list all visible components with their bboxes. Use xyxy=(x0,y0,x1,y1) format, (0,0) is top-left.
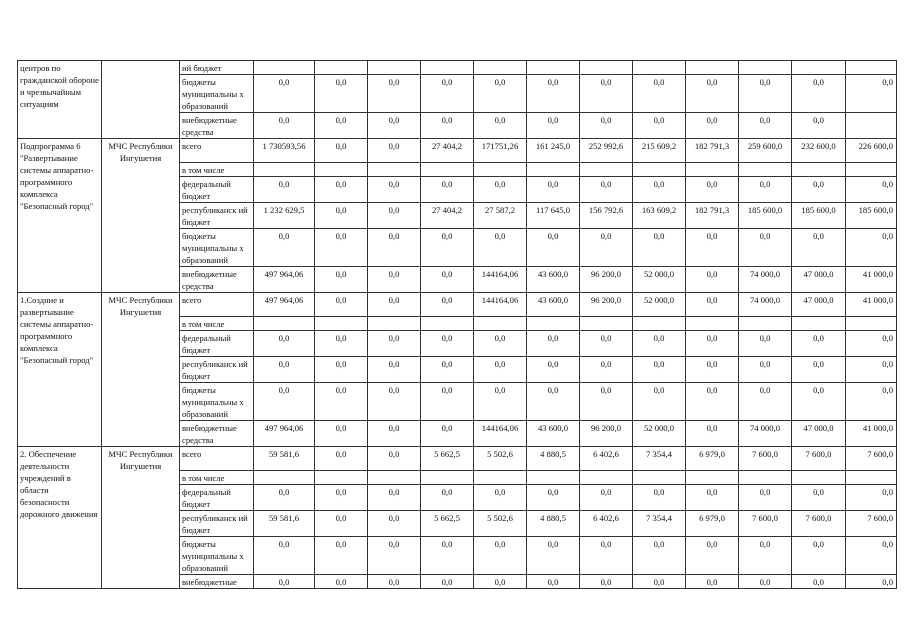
value-cell xyxy=(739,471,792,485)
value-cell: 0,0 xyxy=(792,177,846,203)
value-cell: 252 992,6 xyxy=(580,139,633,163)
value-cell: 4 880,5 xyxy=(527,511,580,537)
value-cell: 5 662,5 xyxy=(421,447,474,471)
executor-cell: МЧС Республики Ингушетия xyxy=(102,139,180,293)
value-cell: 0,0 xyxy=(739,113,792,139)
value-cell: 1 232 629,5 xyxy=(254,203,315,229)
value-cell xyxy=(739,317,792,331)
funding-source-cell: внебюджетные средства xyxy=(180,267,254,293)
value-cell xyxy=(686,163,739,177)
value-cell: 0,0 xyxy=(633,537,686,575)
value-cell: 7 600,0 xyxy=(739,511,792,537)
value-cell xyxy=(580,471,633,485)
funding-source-cell: в том числе xyxy=(180,163,254,177)
value-cell: 0,0 xyxy=(792,229,846,267)
value-cell: 0,0 xyxy=(527,229,580,267)
value-cell: 0,0 xyxy=(792,383,846,421)
value-cell: 497 964,06 xyxy=(254,267,315,293)
value-cell: 7 600,0 xyxy=(792,447,846,471)
value-cell xyxy=(580,317,633,331)
value-cell: 0,0 xyxy=(254,357,315,383)
value-cell xyxy=(686,317,739,331)
value-cell: 0,0 xyxy=(580,485,633,511)
value-cell: 47 000,0 xyxy=(792,293,846,317)
value-cell: 0,0 xyxy=(686,229,739,267)
funding-source-cell: всего xyxy=(180,447,254,471)
value-cell: 27 404,2 xyxy=(421,203,474,229)
value-cell: 43 600,0 xyxy=(527,293,580,317)
value-cell: 0,0 xyxy=(421,537,474,575)
value-cell xyxy=(368,163,421,177)
value-cell: 0,0 xyxy=(846,383,897,421)
value-cell: 0,0 xyxy=(254,575,315,589)
value-cell xyxy=(474,471,527,485)
value-cell xyxy=(633,61,686,75)
value-cell: 0,0 xyxy=(686,575,739,589)
value-cell: 0,0 xyxy=(739,177,792,203)
value-cell: 0,0 xyxy=(315,447,368,471)
value-cell: 0,0 xyxy=(315,75,368,113)
value-cell: 0,0 xyxy=(846,485,897,511)
value-cell: 0,0 xyxy=(633,575,686,589)
value-cell: 0,0 xyxy=(368,229,421,267)
value-cell: 0,0 xyxy=(580,331,633,357)
funding-source-cell: республиканск ий бюджет xyxy=(180,511,254,537)
value-cell xyxy=(368,471,421,485)
value-cell: 0,0 xyxy=(368,511,421,537)
value-cell: 232 600,0 xyxy=(792,139,846,163)
value-cell: 497 964,06 xyxy=(254,293,315,317)
value-cell: 185 600,0 xyxy=(792,203,846,229)
value-cell: 0,0 xyxy=(254,113,315,139)
value-cell: 0,0 xyxy=(315,485,368,511)
value-cell: 0,0 xyxy=(580,537,633,575)
value-cell: 0,0 xyxy=(474,229,527,267)
value-cell: 0,0 xyxy=(368,357,421,383)
value-cell: 7 600,0 xyxy=(846,511,897,537)
value-cell xyxy=(633,163,686,177)
value-cell: 156 792,6 xyxy=(580,203,633,229)
value-cell: 0,0 xyxy=(739,75,792,113)
value-cell: 0,0 xyxy=(368,331,421,357)
value-cell xyxy=(739,163,792,177)
value-cell: 0,0 xyxy=(739,537,792,575)
value-cell: 0,0 xyxy=(580,177,633,203)
value-cell: 0,0 xyxy=(739,485,792,511)
value-cell: 0,0 xyxy=(254,537,315,575)
value-cell: 5 502,6 xyxy=(474,511,527,537)
value-cell: 47 000,0 xyxy=(792,421,846,447)
value-cell: 0,0 xyxy=(315,383,368,421)
value-cell: 0,0 xyxy=(315,267,368,293)
value-cell: 171751,26 xyxy=(474,139,527,163)
value-cell: 259 600,0 xyxy=(739,139,792,163)
funding-source-cell: федеральный бюджет xyxy=(180,485,254,511)
value-cell: 0,0 xyxy=(368,139,421,163)
value-cell: 215 609,2 xyxy=(633,139,686,163)
value-cell: 0,0 xyxy=(315,537,368,575)
value-cell: 0,0 xyxy=(368,537,421,575)
value-cell: 0,0 xyxy=(315,575,368,589)
value-cell: 1 730593,56 xyxy=(254,139,315,163)
value-cell: 0,0 xyxy=(368,383,421,421)
value-cell: 0,0 xyxy=(421,177,474,203)
value-cell: 0,0 xyxy=(633,383,686,421)
budget-table xyxy=(17,60,897,589)
value-cell: 0,0 xyxy=(527,357,580,383)
funding-source-cell: федеральный бюджет xyxy=(180,331,254,357)
value-cell: 0,0 xyxy=(254,383,315,421)
value-cell: 0,0 xyxy=(739,229,792,267)
value-cell xyxy=(474,317,527,331)
value-cell: 59 581,6 xyxy=(254,447,315,471)
value-cell xyxy=(846,113,897,139)
value-cell: 0,0 xyxy=(421,113,474,139)
value-cell: 0,0 xyxy=(846,75,897,113)
value-cell: 0,0 xyxy=(846,537,897,575)
value-cell xyxy=(527,317,580,331)
value-cell xyxy=(633,471,686,485)
value-cell: 0,0 xyxy=(739,383,792,421)
value-cell: 0,0 xyxy=(846,331,897,357)
value-cell xyxy=(792,61,846,75)
value-cell xyxy=(315,471,368,485)
value-cell xyxy=(254,317,315,331)
document-page xyxy=(17,60,897,589)
value-cell: 144164,06 xyxy=(474,421,527,447)
value-cell: 59 581,6 xyxy=(254,511,315,537)
program-name-cell: 1.Создние и развертывание системы аппаратно-программного комплекса "Безопасный город" xyxy=(18,293,102,447)
value-cell: 6 402,6 xyxy=(580,511,633,537)
value-cell xyxy=(527,61,580,75)
value-cell: 0,0 xyxy=(846,575,897,589)
value-cell: 5 662,5 xyxy=(421,511,474,537)
value-cell: 6 402,6 xyxy=(580,447,633,471)
funding-source-cell: республиканск ий бюджет xyxy=(180,357,254,383)
value-cell: 0,0 xyxy=(421,485,474,511)
value-cell: 0,0 xyxy=(739,575,792,589)
value-cell: 0,0 xyxy=(474,177,527,203)
value-cell: 0,0 xyxy=(792,575,846,589)
value-cell: 0,0 xyxy=(792,75,846,113)
value-cell: 0,0 xyxy=(254,485,315,511)
value-cell xyxy=(846,471,897,485)
value-cell: 7 354,4 xyxy=(633,447,686,471)
value-cell: 0,0 xyxy=(315,229,368,267)
value-cell xyxy=(254,163,315,177)
program-name-cell: центров по гражданской обороне и чрезвычайным ситуациям xyxy=(18,61,102,139)
value-cell: 4 880,5 xyxy=(527,447,580,471)
value-cell: 497 964,06 xyxy=(254,421,315,447)
value-cell: 0,0 xyxy=(527,113,580,139)
value-cell: 0,0 xyxy=(474,485,527,511)
value-cell xyxy=(580,61,633,75)
value-cell: 41 000,0 xyxy=(846,421,897,447)
value-cell: 0,0 xyxy=(686,113,739,139)
value-cell: 0,0 xyxy=(315,511,368,537)
value-cell: 0,0 xyxy=(739,331,792,357)
value-cell: 0,0 xyxy=(686,267,739,293)
table-row xyxy=(18,139,897,163)
value-cell: 0,0 xyxy=(580,229,633,267)
program-name-cell: 2. Обеспечение деятельности учреждений в области безопасности дорожного движения xyxy=(18,447,102,589)
value-cell: 0,0 xyxy=(580,357,633,383)
value-cell: 0,0 xyxy=(254,229,315,267)
value-cell: 27 587,2 xyxy=(474,203,527,229)
value-cell xyxy=(792,317,846,331)
value-cell: 7 354,4 xyxy=(633,511,686,537)
value-cell: 0,0 xyxy=(792,331,846,357)
funding-source-cell: в том числе xyxy=(180,317,254,331)
value-cell: 0,0 xyxy=(474,575,527,589)
value-cell: 0,0 xyxy=(686,177,739,203)
value-cell: 0,0 xyxy=(580,113,633,139)
value-cell: 0,0 xyxy=(792,537,846,575)
value-cell: 182 791,3 xyxy=(686,139,739,163)
value-cell: 0,0 xyxy=(315,421,368,447)
value-cell: 43 600,0 xyxy=(527,267,580,293)
value-cell: 0,0 xyxy=(254,75,315,113)
value-cell xyxy=(421,163,474,177)
value-cell: 0,0 xyxy=(474,357,527,383)
value-cell: 0,0 xyxy=(421,383,474,421)
value-cell: 7 600,0 xyxy=(739,447,792,471)
value-cell: 0,0 xyxy=(315,113,368,139)
value-cell xyxy=(368,61,421,75)
funding-source-cell: республиканск ий бюджет xyxy=(180,203,254,229)
value-cell: 182 791,3 xyxy=(686,203,739,229)
value-cell: 0,0 xyxy=(474,331,527,357)
value-cell: 226 600,0 xyxy=(846,139,897,163)
value-cell xyxy=(686,471,739,485)
value-cell: 0,0 xyxy=(527,331,580,357)
value-cell: 0,0 xyxy=(421,421,474,447)
value-cell: 0,0 xyxy=(686,293,739,317)
funding-source-cell: ий бюджет xyxy=(180,61,254,75)
value-cell: 0,0 xyxy=(368,113,421,139)
value-cell: 74 000,0 xyxy=(739,421,792,447)
value-cell: 0,0 xyxy=(368,267,421,293)
funding-source-cell: в том числе xyxy=(180,471,254,485)
value-cell: 0,0 xyxy=(368,293,421,317)
value-cell: 0,0 xyxy=(474,383,527,421)
value-cell: 0,0 xyxy=(686,421,739,447)
value-cell: 0,0 xyxy=(527,75,580,113)
table-row xyxy=(18,61,897,75)
value-cell: 0,0 xyxy=(633,485,686,511)
table-body xyxy=(18,61,897,589)
value-cell: 27 404,2 xyxy=(421,139,474,163)
value-cell: 7 600,0 xyxy=(846,447,897,471)
value-cell: 0,0 xyxy=(315,177,368,203)
value-cell: 0,0 xyxy=(254,331,315,357)
value-cell: 0,0 xyxy=(686,75,739,113)
value-cell xyxy=(474,61,527,75)
value-cell: 0,0 xyxy=(368,447,421,471)
value-cell xyxy=(527,163,580,177)
value-cell xyxy=(315,163,368,177)
value-cell: 0,0 xyxy=(421,575,474,589)
value-cell: 0,0 xyxy=(846,229,897,267)
executor-cell: МЧС Республики Ингушетия xyxy=(102,293,180,447)
value-cell: 0,0 xyxy=(686,331,739,357)
value-cell: 96 200,0 xyxy=(580,293,633,317)
value-cell: 6 979,0 xyxy=(686,511,739,537)
funding-source-cell: бюджеты муниципальны х образований xyxy=(180,383,254,421)
value-cell: 0,0 xyxy=(421,331,474,357)
value-cell: 0,0 xyxy=(527,383,580,421)
value-cell: 47 000,0 xyxy=(792,267,846,293)
value-cell: 0,0 xyxy=(368,203,421,229)
value-cell: 117 645,0 xyxy=(527,203,580,229)
funding-source-cell: федеральный бюджет xyxy=(180,177,254,203)
value-cell: 144164,06 xyxy=(474,293,527,317)
table-row xyxy=(18,293,897,317)
funding-source-cell: всего xyxy=(180,293,254,317)
value-cell: 0,0 xyxy=(527,537,580,575)
value-cell: 144164,06 xyxy=(474,267,527,293)
value-cell: 74 000,0 xyxy=(739,293,792,317)
value-cell: 0,0 xyxy=(846,177,897,203)
value-cell: 0,0 xyxy=(421,75,474,113)
table-row xyxy=(18,447,897,471)
value-cell xyxy=(421,317,474,331)
value-cell: 0,0 xyxy=(633,331,686,357)
executor-cell xyxy=(102,61,180,139)
value-cell: 52 000,0 xyxy=(633,293,686,317)
value-cell: 0,0 xyxy=(254,177,315,203)
value-cell: 6 979,0 xyxy=(686,447,739,471)
value-cell: 0,0 xyxy=(686,383,739,421)
value-cell xyxy=(846,163,897,177)
value-cell xyxy=(580,163,633,177)
funding-source-cell: бюджеты муниципальны х образований xyxy=(180,75,254,113)
value-cell xyxy=(633,317,686,331)
value-cell: 0,0 xyxy=(315,139,368,163)
value-cell: 0,0 xyxy=(315,357,368,383)
value-cell: 0,0 xyxy=(368,485,421,511)
value-cell xyxy=(421,61,474,75)
value-cell: 74 000,0 xyxy=(739,267,792,293)
value-cell: 43 600,0 xyxy=(527,421,580,447)
value-cell: 0,0 xyxy=(580,575,633,589)
value-cell: 0,0 xyxy=(792,485,846,511)
funding-source-cell: бюджеты муниципальны х образований xyxy=(180,537,254,575)
value-cell: 41 000,0 xyxy=(846,267,897,293)
value-cell: 0,0 xyxy=(474,537,527,575)
value-cell: 0,0 xyxy=(633,177,686,203)
executor-cell: МЧС Республики Ингушетия xyxy=(102,447,180,589)
value-cell: 0,0 xyxy=(368,575,421,589)
value-cell: 185 600,0 xyxy=(846,203,897,229)
value-cell: 0,0 xyxy=(686,485,739,511)
value-cell xyxy=(792,163,846,177)
value-cell: 0,0 xyxy=(527,575,580,589)
value-cell: 0,0 xyxy=(846,357,897,383)
value-cell xyxy=(474,163,527,177)
value-cell: 0,0 xyxy=(633,229,686,267)
value-cell xyxy=(527,471,580,485)
value-cell: 5 502,6 xyxy=(474,447,527,471)
value-cell: 0,0 xyxy=(315,203,368,229)
value-cell: 0,0 xyxy=(792,357,846,383)
value-cell: 185 600,0 xyxy=(739,203,792,229)
value-cell: 0,0 xyxy=(315,293,368,317)
value-cell: 0,0 xyxy=(474,113,527,139)
value-cell: 0,0 xyxy=(421,357,474,383)
value-cell xyxy=(739,61,792,75)
value-cell xyxy=(846,61,897,75)
value-cell: 0,0 xyxy=(633,75,686,113)
value-cell xyxy=(421,471,474,485)
value-cell xyxy=(254,471,315,485)
value-cell xyxy=(368,317,421,331)
funding-source-cell: бюджеты муниципальны х образований xyxy=(180,229,254,267)
value-cell: 0,0 xyxy=(686,537,739,575)
value-cell xyxy=(792,471,846,485)
value-cell: 0,0 xyxy=(580,75,633,113)
value-cell: 0,0 xyxy=(739,357,792,383)
value-cell xyxy=(315,317,368,331)
value-cell xyxy=(315,61,368,75)
value-cell: 163 609,2 xyxy=(633,203,686,229)
value-cell: 0,0 xyxy=(368,177,421,203)
value-cell: 0,0 xyxy=(474,75,527,113)
funding-source-cell: всего xyxy=(180,139,254,163)
value-cell: 52 000,0 xyxy=(633,421,686,447)
value-cell: 41 000,0 xyxy=(846,293,897,317)
value-cell: 0,0 xyxy=(580,383,633,421)
value-cell: 7 600,0 xyxy=(792,511,846,537)
value-cell: 0,0 xyxy=(421,267,474,293)
funding-source-cell: внебюджетные средства xyxy=(180,113,254,139)
value-cell: 0,0 xyxy=(633,357,686,383)
value-cell xyxy=(846,317,897,331)
program-name-cell: Подпрограмма 6 "Развертывание системы аппаратно-программного комплекса "Безопасный город" xyxy=(18,139,102,293)
value-cell: 96 200,0 xyxy=(580,267,633,293)
value-cell: 0,0 xyxy=(527,485,580,511)
value-cell: 96 200,0 xyxy=(580,421,633,447)
value-cell: 0,0 xyxy=(633,113,686,139)
value-cell: 52 000,0 xyxy=(633,267,686,293)
value-cell: 0,0 xyxy=(421,293,474,317)
value-cell: 0,0 xyxy=(368,421,421,447)
funding-source-cell: внебюджетные средства xyxy=(180,421,254,447)
value-cell: 0,0 xyxy=(315,331,368,357)
value-cell xyxy=(686,61,739,75)
value-cell xyxy=(254,61,315,75)
value-cell: 0,0 xyxy=(792,113,846,139)
value-cell: 0,0 xyxy=(527,177,580,203)
funding-source-cell: внебюджетные xyxy=(180,575,254,589)
value-cell: 0,0 xyxy=(421,229,474,267)
value-cell: 0,0 xyxy=(686,357,739,383)
value-cell: 161 245,0 xyxy=(527,139,580,163)
value-cell: 0,0 xyxy=(368,75,421,113)
